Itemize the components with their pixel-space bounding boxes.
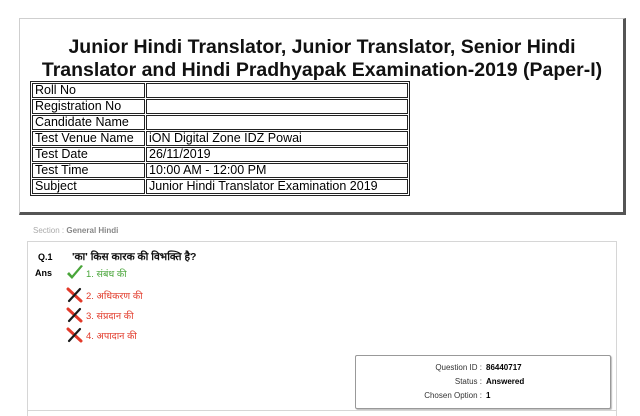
option-4 (66, 327, 137, 343)
info-value (146, 99, 408, 114)
info-value: 10:00 AM - 12:00 PM (146, 163, 408, 178)
cross-icon (66, 307, 84, 323)
exam-title-line1: Junior Hindi Translator, Junior Translator, Senior Hindi (68, 36, 576, 58)
info-label: Roll No (32, 83, 145, 98)
exam-title (20, 36, 624, 82)
question-id-value: 86440717 (486, 363, 522, 372)
status-label: Status : (454, 377, 482, 386)
question-card (27, 241, 617, 416)
option-text: 3. संप्रदान की (86, 310, 134, 322)
option-2 (66, 287, 143, 303)
question-id-label: Question ID : (435, 363, 482, 372)
info-row-subject (32, 179, 408, 194)
divider (27, 410, 617, 411)
option-3 (66, 307, 134, 323)
info-row-test-date (32, 147, 408, 162)
option-text: 2. अधिकरण की (86, 290, 143, 302)
info-label: Registration No (32, 99, 145, 114)
info-row-registration-no (32, 99, 408, 114)
chosen-option-value: 1 (486, 391, 491, 400)
check-icon (66, 265, 84, 281)
info-value: Junior Hindi Translator Examination 2019 (146, 179, 408, 194)
info-row-roll-no (32, 83, 408, 98)
option-1 (66, 265, 127, 281)
exam-header-card (19, 18, 626, 215)
question-number: Q.1 (38, 252, 53, 262)
section-label (33, 226, 118, 235)
info-label: Candidate Name (32, 115, 145, 130)
cross-icon (66, 287, 84, 303)
status-value: Answered (486, 377, 525, 386)
info-label: Test Time (32, 163, 145, 178)
section-prefix: Section : (33, 226, 65, 235)
answer-label: Ans (35, 268, 53, 278)
info-row-candidate-name (32, 115, 408, 130)
section-name: General Hindi (66, 226, 119, 235)
chosen-option-label: Chosen Option : (424, 391, 482, 400)
info-label: Test Date (32, 147, 145, 162)
exam-title-line2: Translator and Hindi Pradhyapak Examination-2019 (Paper-I) (41, 59, 603, 81)
info-label: Subject (32, 179, 145, 194)
info-value (146, 115, 408, 130)
info-row-test-time (32, 163, 408, 178)
info-label: Test Venue Name (32, 131, 145, 146)
cross-icon (66, 327, 84, 343)
question-text: 'का' किस कारक की विभक्ति है? (72, 251, 197, 263)
info-value: 26/11/2019 (146, 147, 408, 162)
info-value: iON Digital Zone IDZ Powai (146, 131, 408, 146)
info-row-test-venue (32, 131, 408, 146)
option-text: 4. अपादान की (86, 330, 137, 342)
candidate-info-table (30, 81, 410, 196)
info-value (146, 83, 408, 98)
question-status-box (355, 355, 611, 409)
option-text: 1. संबंध की (86, 268, 127, 280)
